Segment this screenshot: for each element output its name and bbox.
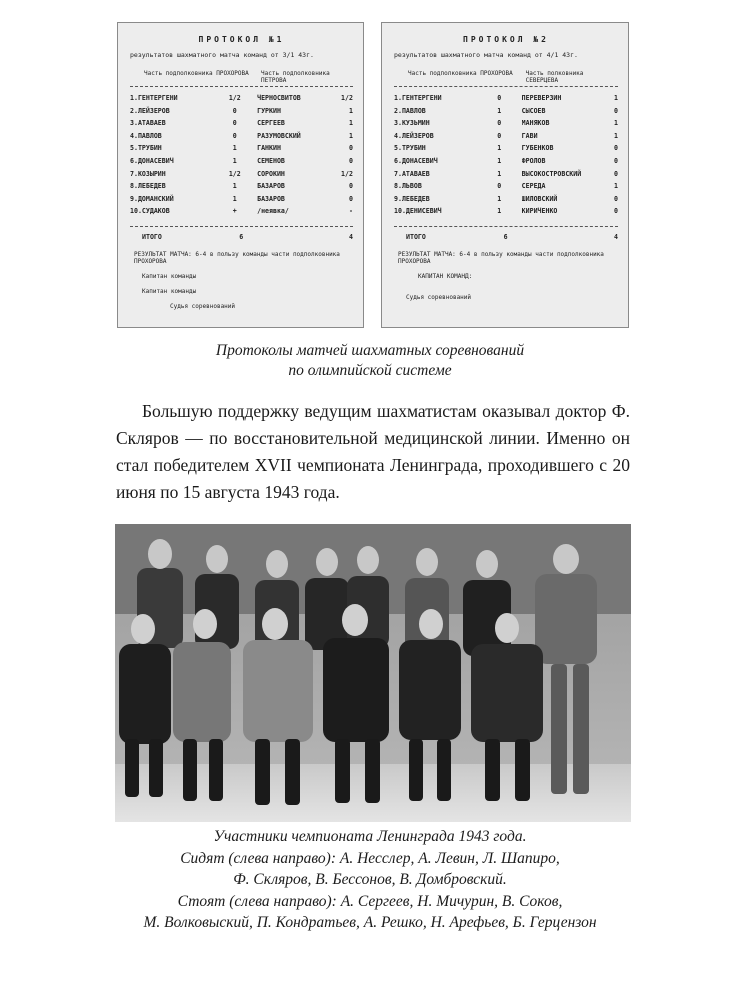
player-score: 1/2 bbox=[228, 94, 241, 102]
protocol-header bbox=[130, 71, 353, 87]
protocol-row bbox=[130, 142, 353, 155]
opponent-name: БАЗАРОВ bbox=[257, 182, 285, 191]
protocol-row bbox=[394, 117, 618, 130]
caption-line: Участники чемпионата Ленинграда 1943 года. bbox=[213, 828, 527, 845]
protocol-col-left: Часть подполковника ПРОХОРОВА bbox=[144, 70, 249, 77]
protocols-caption bbox=[0, 341, 740, 381]
opponent-name: ЧЕРНОСВИТОВ bbox=[257, 94, 301, 102]
player-score: 0 bbox=[232, 106, 237, 115]
player-name: 7.КОЗЫРИН bbox=[130, 169, 166, 178]
caption-line: Ф. Скляров, В. Бессонов, В. Домбровский. bbox=[233, 871, 507, 889]
caption-line: Сидят (слева направо): А. Несслер, А. Левин, Л. Шапиро, bbox=[180, 849, 560, 867]
protocol-row bbox=[394, 105, 618, 118]
player-score: 0 bbox=[497, 182, 502, 191]
protocol-col-left: Часть подполковника ПРОХОРОВА bbox=[408, 70, 513, 77]
protocol-row bbox=[130, 92, 353, 105]
photo-caption bbox=[0, 826, 740, 934]
caption-line: по олимпийской системе bbox=[288, 362, 452, 379]
protocol-row bbox=[130, 117, 353, 130]
player-name: 1.ГЕНТЕРГЕНИ bbox=[130, 94, 178, 102]
opponent-score: 0 bbox=[613, 144, 618, 153]
player-name: 1.ГЕНТЕРГЕНИ bbox=[394, 94, 442, 102]
protocol-row bbox=[394, 193, 618, 206]
protocol-total bbox=[394, 226, 618, 241]
protocol-row bbox=[394, 180, 618, 193]
player-name: 6.ДОНАСЕВИЧ bbox=[394, 156, 438, 165]
opponent-name: ВЫСОКОСТРОВСКИЙ bbox=[521, 169, 582, 178]
player-name: 2.ПАВЛОВ bbox=[394, 106, 426, 115]
opponent-name: СОРОКИН bbox=[257, 169, 285, 178]
opponent-name: ГАНКИН bbox=[257, 144, 281, 153]
player-name: 3.КУЗЬМИН bbox=[394, 119, 430, 128]
opponent-name: СЕРГЕЕВ bbox=[257, 119, 285, 128]
player-name: 3.АТАВАЕВ bbox=[130, 119, 166, 128]
protocol-total bbox=[130, 226, 353, 241]
player-name: 8.ЛЕБЕДЕВ bbox=[130, 182, 166, 191]
player-name: 4.ЛЕЙЗЕРОВ bbox=[394, 131, 434, 140]
protocol-subtitle: результатов шахматного матча команд от 3/1 43г. bbox=[130, 51, 314, 59]
opponent-name: ГАВИ bbox=[521, 131, 538, 140]
protocol-row bbox=[130, 105, 353, 118]
protocol-col-right: Часть подполковника ПЕТРОВА bbox=[261, 70, 330, 84]
protocol-signature: Капитан команды bbox=[142, 272, 197, 280]
player-name: 2.ЛЕЙЗЕРОВ bbox=[130, 106, 170, 115]
player-score: 1 bbox=[497, 106, 502, 115]
opponent-name: /неявка/ bbox=[257, 207, 289, 216]
opponent-score: 1 bbox=[348, 131, 353, 140]
caption-line: Стоят (слева направо): А. Сергеев, Н. Мичурин, В. Соков, bbox=[177, 892, 563, 910]
opponent-score: 1 bbox=[348, 119, 353, 128]
protocol-rows bbox=[394, 92, 618, 218]
opponent-score: 1 bbox=[348, 106, 353, 115]
total-label: ИТОГО bbox=[142, 232, 162, 241]
opponent-name: ПЕРЕВЕРЗИН bbox=[521, 94, 562, 102]
protocol-signature: КАПИТАН КОМАНД: bbox=[418, 272, 473, 280]
protocol-row bbox=[394, 142, 618, 155]
opponent-name: СЫСОЕВ bbox=[521, 106, 546, 115]
protocol-row bbox=[394, 205, 618, 218]
player-name: 6.ДОНАСЕВИЧ bbox=[130, 156, 174, 165]
opponent-score: 1/2 bbox=[341, 169, 353, 178]
player-score: 1 bbox=[232, 144, 237, 153]
player-score: 0 bbox=[232, 131, 237, 140]
player-score: 0 bbox=[497, 94, 502, 102]
caption-line: М. Волковыский, П. Кондратьев, А. Решко, Н. Арефьев, Б. Герцензон bbox=[143, 914, 597, 932]
opponent-name: СЕРЕДА bbox=[521, 182, 546, 191]
protocol-row bbox=[394, 155, 618, 168]
player-score: 1 bbox=[497, 156, 502, 165]
player-score: 1 bbox=[497, 194, 502, 203]
opponent-score: 0 bbox=[348, 156, 353, 165]
player-score: 1/2 bbox=[228, 169, 241, 178]
protocol-result: РЕЗУЛЬТАТ МАТЧА: 6-4 в пользу команды части подполковника ПРОХОРОВА bbox=[398, 250, 604, 265]
protocol-document-1 bbox=[117, 22, 364, 328]
player-name: 5.ТРУБИН bbox=[394, 144, 426, 153]
opponent-score: 1 bbox=[613, 119, 618, 128]
protocol-signature: Судья соревнований bbox=[170, 302, 236, 310]
paragraph: Большую поддержку ведущим шахматистам оказывал доктор Ф. Скляров — по восстановительной медицинской линии. Именно он стал победителем XVII чемпионата Ленинграда, проходившего с 20 июня по 15 августа 1943 года. bbox=[116, 401, 630, 502]
opponent-name: ШИЛОВСКИЙ bbox=[521, 194, 558, 203]
opponent-name: КИРИЧЕНКО bbox=[521, 207, 558, 216]
player-name: 10.СУДАКОВ bbox=[130, 207, 170, 216]
opponent-name: РАЗУМОВСКИЙ bbox=[257, 131, 301, 140]
opponent-name: СЕМЕНОВ bbox=[257, 156, 285, 165]
opponent-score: 0 bbox=[613, 106, 618, 115]
protocol-row bbox=[394, 92, 618, 105]
protocol-result: РЕЗУЛЬТАТ МАТЧА: 6-4 в пользу команды части подполковника ПРОХОРОВА bbox=[134, 250, 340, 265]
opponent-score: 0 bbox=[613, 169, 618, 178]
opponent-score: 0 bbox=[348, 144, 353, 153]
total-left: 6 bbox=[503, 232, 508, 241]
protocol-row bbox=[130, 205, 353, 218]
total-right: 4 bbox=[349, 232, 354, 241]
player-score: 0 bbox=[497, 119, 502, 128]
opponent-score: 1/2 bbox=[341, 94, 353, 102]
player-name: 8.ЛЬВОВ bbox=[394, 182, 422, 191]
opponent-score: 1 bbox=[613, 131, 618, 140]
protocol-row bbox=[394, 130, 618, 143]
opponent-name: ФРОЛОВ bbox=[521, 156, 546, 165]
player-name: 5.ТРУБИН bbox=[130, 144, 162, 153]
protocol-row bbox=[130, 155, 353, 168]
opponent-name: БАЗАРОВ bbox=[257, 194, 285, 203]
player-score: 1 bbox=[497, 144, 502, 153]
opponent-score: 0 bbox=[348, 182, 353, 191]
opponent-score: 0 bbox=[348, 194, 353, 203]
player-name: 7.АТАВАЕВ bbox=[394, 169, 430, 178]
caption-line: Протоколы матчей шахматных соревнований bbox=[215, 342, 525, 359]
player-score: 1 bbox=[232, 182, 237, 191]
protocol-row bbox=[130, 130, 353, 143]
group-photo-image bbox=[115, 524, 631, 822]
opponent-score: - bbox=[348, 207, 353, 216]
protocol-header bbox=[394, 71, 618, 87]
protocol-signature: Судья соревнований bbox=[406, 293, 472, 301]
protocol-row bbox=[130, 180, 353, 193]
protocol-title: ПРОТОКОЛ №2 bbox=[463, 35, 549, 44]
protocol-signature: Капитан команды bbox=[142, 287, 197, 295]
protocol-rows bbox=[130, 92, 353, 218]
player-score: 1 bbox=[497, 169, 502, 178]
opponent-score: 0 bbox=[613, 207, 618, 216]
protocol-row bbox=[394, 168, 618, 181]
opponent-name: ГУРКИН bbox=[257, 106, 281, 115]
total-right: 4 bbox=[614, 232, 618, 241]
protocol-col-right: Часть полковника СЕВЕРЦЕВА bbox=[525, 70, 584, 84]
player-score: + bbox=[232, 207, 237, 216]
opponent-name: ГУБЕНКОВ bbox=[521, 144, 554, 153]
player-name: 9.ЛЕБЕДЕВ bbox=[394, 194, 430, 203]
protocol-row bbox=[130, 193, 353, 206]
player-score: 0 bbox=[232, 119, 237, 128]
player-name: 9.ДОМАНСКИЙ bbox=[130, 194, 174, 203]
player-score: 1 bbox=[497, 207, 502, 216]
protocol-title: ПРОТОКОЛ №1 bbox=[198, 35, 285, 44]
total-left: 6 bbox=[239, 232, 244, 241]
protocol-row bbox=[130, 168, 353, 181]
protocol-subtitle: результатов шахматного матча команд от 4/1 43г. bbox=[394, 51, 578, 59]
opponent-name: МАНЯКОВ bbox=[521, 119, 550, 128]
player-score: 0 bbox=[497, 131, 502, 140]
opponent-score: 0 bbox=[613, 194, 618, 203]
opponent-score: 0 bbox=[613, 156, 618, 165]
total-label: ИТОГО bbox=[406, 232, 426, 241]
opponent-score: 1 bbox=[613, 182, 618, 191]
body-text bbox=[116, 398, 630, 506]
player-score: 1 bbox=[232, 156, 237, 165]
player-name: 4.ПАВЛОВ bbox=[130, 131, 162, 140]
player-score: 1 bbox=[232, 194, 237, 203]
protocol-document-2 bbox=[381, 22, 629, 328]
player-name: 10.ДЕНИСЕВИЧ bbox=[394, 207, 442, 216]
group-photo bbox=[115, 524, 631, 822]
opponent-score: 1 bbox=[613, 94, 618, 102]
